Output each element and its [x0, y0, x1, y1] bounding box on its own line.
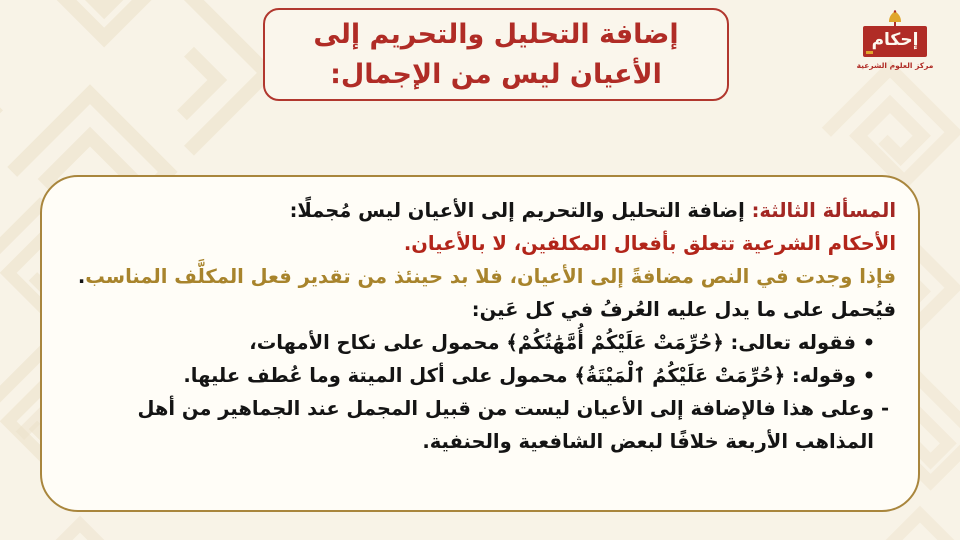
issue-text: إضافة التحليل والتحريم إلى الأعيان ليس مُجملًا:: [289, 199, 745, 222]
logo-subtitle: مركز العلوم الشرعية: [856, 61, 934, 70]
organization-logo: [852, 10, 938, 70]
bullet-item-3: [72, 392, 896, 458]
mosque-dome-icon: [882, 10, 908, 26]
bullet-text: فقوله تعالى: ﴿حُرِّمَتْ عَلَيْكُمْ أُمَّهَٰتُكُمْ﴾ محمول على نكاح الأمهات،: [249, 331, 856, 354]
issue-label: المسألة الثالثة:: [751, 199, 896, 222]
content-line-issue: [72, 194, 896, 227]
content-line-condition: فإذا وجدت في النص مضافةً إلى الأعيان، فلا بد حينئذ من تقدير فعل المكلَّف المناسب.: [77, 265, 896, 288]
bullet-text: وقوله: ﴿حُرِّمَتْ عَلَيْكُمُ ٱلْمَيْتَةُ﴾ محمول على أكل الميتة وما عُطف عليها.: [183, 364, 856, 387]
bullet-marker: •: [862, 331, 876, 354]
bullet-marker: •: [862, 364, 876, 387]
bullet-item-2: [72, 359, 896, 392]
logo-wordmark: إحكام: [863, 26, 928, 57]
slide-title-line1: إضافة التحليل والتحريم إلى: [313, 18, 679, 50]
bullet-item-1: [72, 326, 896, 359]
content-box: [40, 175, 920, 512]
slide-title-box: [263, 8, 729, 101]
content-line-conclusion: فيُحمل على ما يدل عليه العُرفُ في كل عَين:: [471, 298, 896, 321]
slide-title-line2: الأعيان ليس من الإجمال:: [330, 58, 662, 90]
dash-marker: -: [880, 397, 890, 420]
content-line-rule: الأحكام الشرعية تتعلق بأفعال المكلفين، لا بالأعيان.: [403, 232, 896, 255]
bullet-text: وعلى هذا فالإضافة إلى الأعيان ليست من قبيل المجمل عند الجماهير من أهل المذاهب الأربعة خلافًا لبعض الشافعية والحنفية.: [137, 397, 874, 453]
